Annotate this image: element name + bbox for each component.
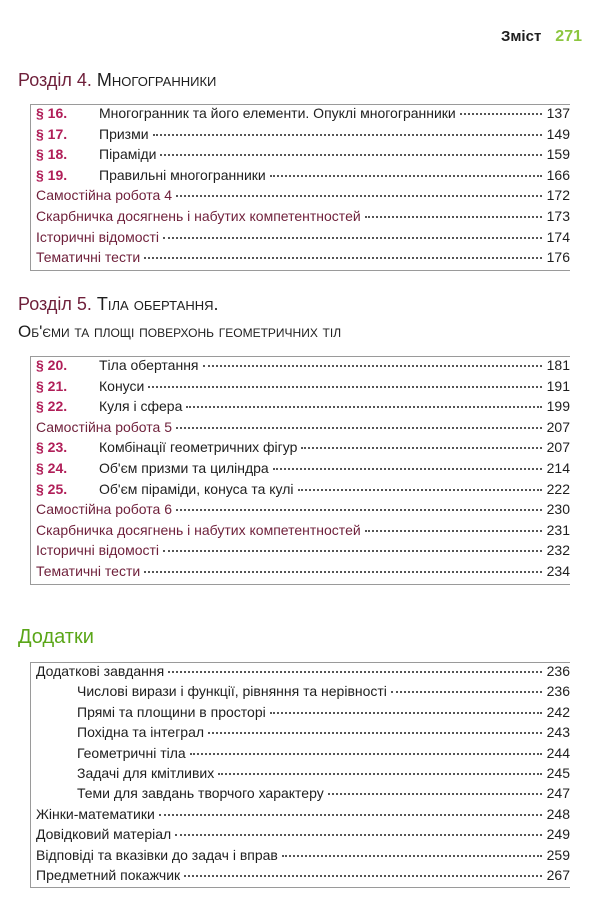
appendix-entry[interactable] <box>31 704 570 724</box>
entry-title: Тіла обертання <box>99 357 199 373</box>
entry-page: 232 <box>546 542 570 559</box>
dot-leader <box>148 386 542 388</box>
dot-leader <box>301 447 542 449</box>
entry-title: Прямі та площини в просторі <box>77 703 266 720</box>
dot-leader <box>365 216 542 218</box>
dot-leader <box>144 257 542 259</box>
dot-leader <box>144 571 542 573</box>
toc-entry[interactable] <box>31 398 570 419</box>
entry-title: Многогранник та його елементи. Опуклі многогранники <box>99 105 456 121</box>
entry-page: 259 <box>546 846 570 863</box>
dot-leader <box>175 834 542 836</box>
entry-page: 248 <box>546 805 570 822</box>
paragraph-number: § 18. <box>36 146 68 163</box>
toc-entry[interactable] <box>31 126 570 147</box>
entry-page: 222 <box>546 480 570 497</box>
entry-page: 207 <box>546 418 570 435</box>
entry-title: Комбінації геометричних фігур <box>99 439 298 456</box>
toc-entry[interactable] <box>31 208 570 229</box>
dot-leader <box>176 509 542 511</box>
dot-leader <box>163 237 542 239</box>
entry-page: 236 <box>546 663 570 679</box>
entry-title: Тематичні тести <box>36 562 141 579</box>
dot-leader <box>159 814 542 816</box>
appendix-entry[interactable] <box>31 745 570 765</box>
dot-leader <box>160 154 542 156</box>
entry-title: Історичні відомості <box>36 542 159 559</box>
paragraph-number: § 19. <box>36 166 68 183</box>
entry-page: 234 <box>546 562 570 579</box>
toc-entry[interactable] <box>31 146 570 167</box>
entry-title: Правильні многогранники <box>99 166 266 183</box>
entry-page: 249 <box>546 826 570 843</box>
section-5-subtitle: Об'єми та площі поверхонь геометричних тіл <box>18 322 342 341</box>
entry-page: 247 <box>546 785 570 802</box>
dot-leader <box>365 530 542 532</box>
appendix-entry[interactable] <box>31 724 570 744</box>
toc-entry[interactable] <box>31 542 570 563</box>
dot-leader <box>282 855 542 857</box>
dot-leader <box>176 195 542 197</box>
dot-leader <box>270 712 542 714</box>
entry-title: Тематичні тести <box>36 249 141 266</box>
toc-entry[interactable] <box>31 167 570 188</box>
paragraph-number: § 25. <box>36 480 68 497</box>
section-4-title <box>18 68 216 92</box>
appendix-entry[interactable] <box>31 663 570 683</box>
dot-leader <box>391 691 542 693</box>
section-5-label: Розділ 5. <box>18 294 92 314</box>
entry-title: Об'єм призми та циліндра <box>99 459 269 476</box>
toc-entry[interactable] <box>31 460 570 481</box>
toc-entry[interactable] <box>31 378 570 399</box>
entry-page: 174 <box>546 228 570 245</box>
dot-leader <box>203 365 542 367</box>
dot-leader <box>153 134 542 136</box>
entry-page: 176 <box>546 249 570 266</box>
entry-page: 230 <box>546 501 570 518</box>
entry-title: Скарбничка досягнень і набутих компетентностей <box>36 521 361 538</box>
toc-entry[interactable] <box>31 439 570 460</box>
section-5-toc <box>30 356 570 585</box>
entry-title: Об'єм піраміди, конуса та кулі <box>99 480 294 497</box>
paragraph-number: § 16. <box>36 105 68 121</box>
paragraph-number: § 23. <box>36 439 68 456</box>
section-4-label: Розділ 4. <box>18 70 92 90</box>
entry-page: 267 <box>546 866 570 883</box>
dot-leader <box>328 793 542 795</box>
appendix-entry[interactable] <box>31 806 570 826</box>
entry-title: Самостійна робота 5 <box>36 418 173 435</box>
dot-leader <box>163 550 542 552</box>
toc-entry[interactable] <box>31 419 570 440</box>
toc-entry[interactable] <box>31 229 570 250</box>
entry-title: Історичні відомості <box>36 228 159 245</box>
entry-title: Самостійна робота 4 <box>36 187 173 204</box>
entry-page: 231 <box>546 521 570 538</box>
entry-page: 172 <box>546 187 570 204</box>
paragraph-number: § 17. <box>36 125 68 142</box>
toc-entry[interactable] <box>31 481 570 502</box>
appendix-toc <box>30 662 570 888</box>
dot-leader <box>298 489 542 491</box>
toc-entry[interactable] <box>31 501 570 522</box>
page-header <box>501 28 582 46</box>
entry-page: 191 <box>546 377 570 394</box>
section-5-title <box>18 292 218 316</box>
entry-title: Числові вирази і функції, рівняння та нерівності <box>77 683 387 700</box>
entry-page: 149 <box>546 125 570 142</box>
entry-page: 245 <box>546 764 570 781</box>
toc-entry[interactable] <box>31 187 570 208</box>
entry-page: 199 <box>546 398 570 415</box>
dot-leader <box>273 468 542 470</box>
appendix-title: Додатки <box>18 626 94 648</box>
entry-page: 173 <box>546 207 570 224</box>
appendix-entry[interactable] <box>31 683 570 703</box>
entry-page: 137 <box>546 105 570 121</box>
dot-leader <box>218 773 542 775</box>
entry-title: Куля і сфера <box>99 398 183 415</box>
section-4-name: Многогранники <box>96 70 217 90</box>
entry-title: Задачі для кмітливих <box>77 764 215 781</box>
dot-leader <box>168 671 542 673</box>
entry-title: Відповіді та вказівки до задач і вправ <box>36 846 278 863</box>
toc-entry[interactable] <box>31 357 570 378</box>
dot-leader <box>176 427 542 429</box>
entry-title: Похідна та інтеграл <box>77 724 205 741</box>
entry-title: Предметний покажчик <box>36 866 181 883</box>
entry-title: Піраміди <box>99 146 157 163</box>
entry-title: Додаткові завдання <box>36 663 165 679</box>
appendix-entry[interactable] <box>31 765 570 785</box>
section-5-name: Тіла обертання. <box>96 294 219 314</box>
entry-page: 242 <box>546 703 570 720</box>
dot-leader <box>186 406 542 408</box>
paragraph-number: § 20. <box>36 357 68 373</box>
paragraph-number: § 22. <box>36 398 68 415</box>
entry-page: 244 <box>546 744 570 761</box>
toc-entry[interactable] <box>31 522 570 543</box>
entry-title: Призми <box>99 125 149 142</box>
entry-page: 159 <box>546 146 570 163</box>
entry-page: 243 <box>546 724 570 741</box>
entry-title: Геометричні тіла <box>77 744 186 761</box>
appendix-entry[interactable] <box>31 847 570 867</box>
paragraph-number: § 21. <box>36 377 68 394</box>
header-page-number: 271 <box>555 28 582 45</box>
entry-page: 166 <box>546 166 570 183</box>
entry-title: Теми для завдань творчого характеру <box>77 785 324 802</box>
entry-title: Самостійна робота 6 <box>36 501 173 518</box>
toc-entry[interactable] <box>31 249 570 270</box>
dot-leader <box>184 875 542 877</box>
toc-entry[interactable] <box>31 563 570 584</box>
entry-title: Жінки-математики <box>36 805 155 822</box>
paragraph-number: § 24. <box>36 459 68 476</box>
appendix-entry[interactable] <box>31 826 570 846</box>
dot-leader <box>208 732 542 734</box>
header-section-name: Зміст <box>500 28 542 45</box>
entry-page: 207 <box>546 439 570 456</box>
entry-title: Скарбничка досягнень і набутих компетентностей <box>36 207 361 224</box>
dot-leader <box>270 175 542 177</box>
dot-leader <box>460 113 542 115</box>
entry-page: 181 <box>546 357 570 373</box>
entry-page: 214 <box>546 459 570 476</box>
dot-leader <box>190 753 542 755</box>
appendix-entry[interactable] <box>31 867 570 887</box>
entry-title: Довідковий матеріал <box>36 826 172 843</box>
section-4-toc <box>30 104 570 271</box>
toc-entry[interactable] <box>31 105 570 126</box>
appendix-entry[interactable] <box>31 785 570 805</box>
entry-page: 236 <box>546 683 570 700</box>
entry-title: Конуси <box>99 377 145 394</box>
